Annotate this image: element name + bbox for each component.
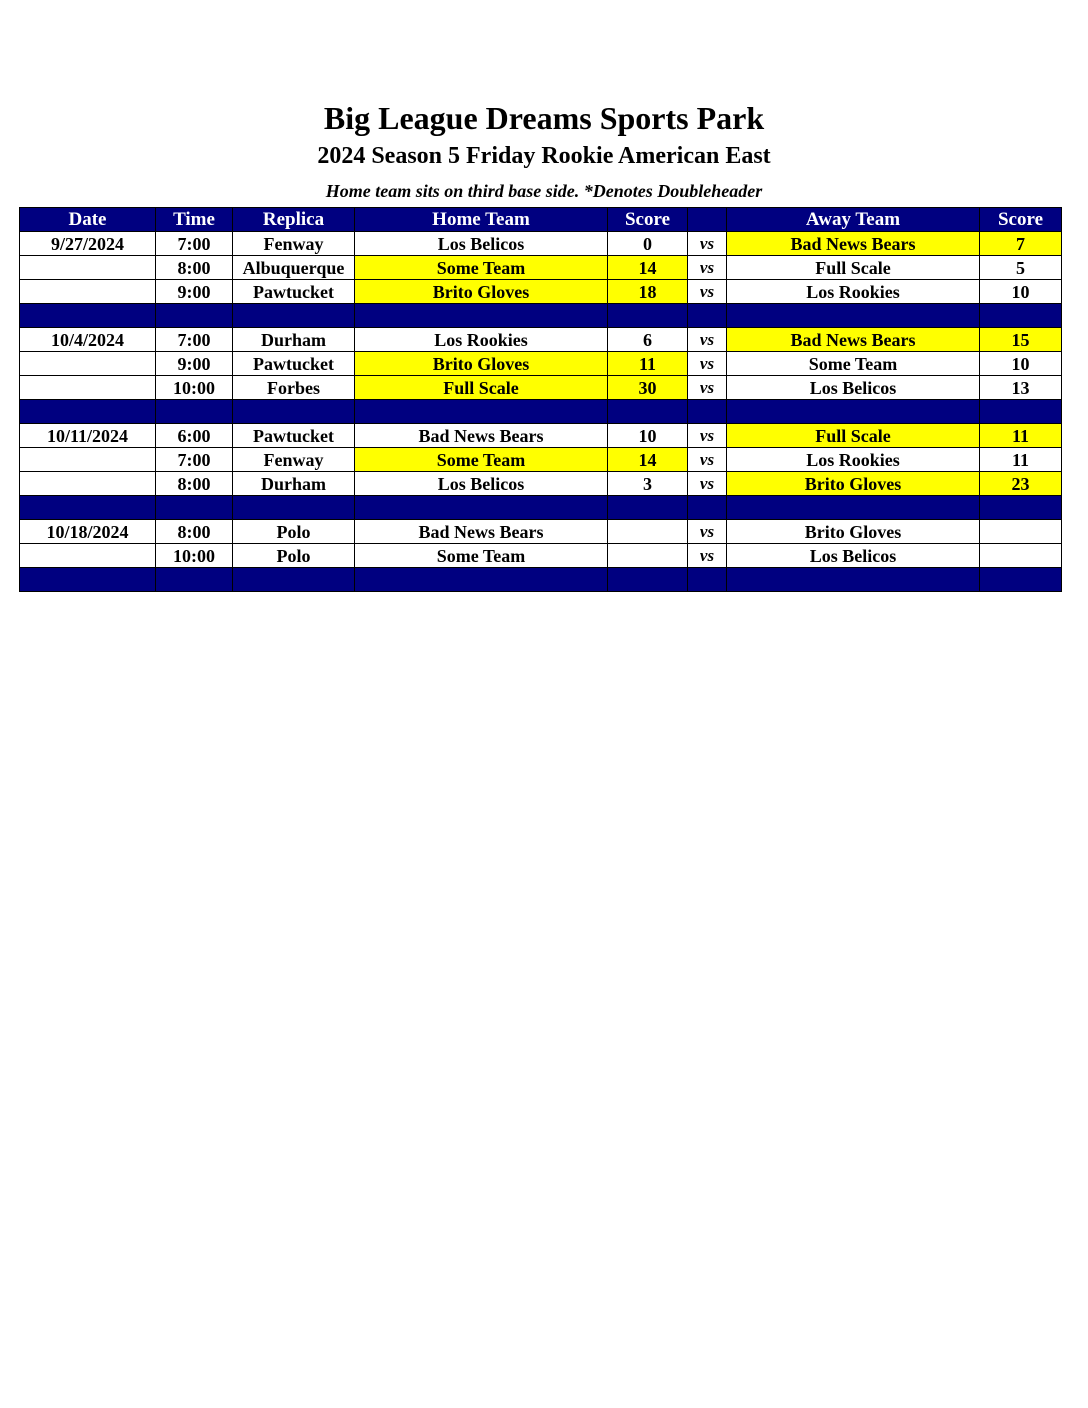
separator-cell [727,568,980,592]
away-team-cell: Brito Gloves [727,472,980,496]
table-row [20,544,1062,568]
col-header-date: Date [20,208,156,232]
separator-cell [688,496,727,520]
home-team-cell: Full Scale [355,376,608,400]
home-team-cell: Some Team [355,448,608,472]
separator-cell [727,304,980,328]
separator-cell [156,568,233,592]
separator-cell [688,568,727,592]
away-team-cell: Los Rookies [727,280,980,304]
separator-cell [980,496,1062,520]
home-score-cell: 3 [608,472,688,496]
table-row [20,280,1062,304]
separator-cell [156,400,233,424]
home-team-cell: Bad News Bears [355,520,608,544]
table-row [20,520,1062,544]
separator-cell [980,304,1062,328]
home-score-cell: 30 [608,376,688,400]
vs-cell: vs [688,352,727,376]
date-cell: 10/4/2024 [20,328,156,352]
col-header-away-team: Away Team [727,208,980,232]
table-row [20,232,1062,256]
away-score-cell: 7 [980,232,1062,256]
col-header-away-score: Score [980,208,1062,232]
home-team-cell: Some Team [355,544,608,568]
away-team-cell: Los Belicos [727,376,980,400]
date-cell: 10/11/2024 [20,424,156,448]
separator-cell [355,568,608,592]
schedule-body [20,232,1062,592]
time-cell: 8:00 [156,256,233,280]
away-score-cell [980,520,1062,544]
home-team-cell: Brito Gloves [355,280,608,304]
separator-cell [355,400,608,424]
date-cell: 10/18/2024 [20,520,156,544]
col-header-replica: Replica [233,208,355,232]
away-score-cell: 13 [980,376,1062,400]
replica-cell: Durham [233,328,355,352]
col-header-home-team: Home Team [355,208,608,232]
replica-cell: Pawtucket [233,424,355,448]
date-cell [20,256,156,280]
home-team-cell: Brito Gloves [355,352,608,376]
table-row [20,472,1062,496]
separator-cell [355,496,608,520]
vs-cell: vs [688,448,727,472]
separator-cell [608,400,688,424]
vs-cell: vs [688,280,727,304]
replica-cell: Polo [233,544,355,568]
separator-cell [608,304,688,328]
replica-cell: Durham [233,472,355,496]
vs-cell: vs [688,376,727,400]
replica-cell: Polo [233,520,355,544]
time-cell: 10:00 [156,376,233,400]
home-score-cell: 10 [608,424,688,448]
col-header-home-score: Score [608,208,688,232]
date-cell [20,376,156,400]
away-score-cell: 10 [980,352,1062,376]
separator-cell [20,568,156,592]
home-score-cell [608,544,688,568]
home-score-cell: 14 [608,448,688,472]
away-team-cell: Los Rookies [727,448,980,472]
schedule-table [19,207,1062,592]
home-team-cell: Los Belicos [355,472,608,496]
separator-cell [727,496,980,520]
date-cell [20,472,156,496]
time-cell: 10:00 [156,544,233,568]
separator-row [20,304,1062,328]
page-title: Big League Dreams Sports Park [323,100,765,136]
separator-cell [980,400,1062,424]
home-score-cell [608,520,688,544]
replica-cell: Pawtucket [233,352,355,376]
time-cell: 9:00 [156,352,233,376]
vs-cell: vs [688,472,727,496]
home-score-cell: 18 [608,280,688,304]
separator-cell [980,568,1062,592]
separator-cell [688,400,727,424]
date-cell [20,352,156,376]
vs-cell: vs [688,520,727,544]
separator-row [20,496,1062,520]
separator-cell [20,400,156,424]
col-header-vs [688,208,727,232]
table-row [20,448,1062,472]
replica-cell: Albuquerque [233,256,355,280]
separator-cell [688,304,727,328]
away-score-cell: 23 [980,472,1062,496]
away-team-cell: Some Team [727,352,980,376]
replica-cell: Pawtucket [233,280,355,304]
date-cell [20,280,156,304]
home-team-cell: Los Belicos [355,232,608,256]
home-team-cell: Los Rookies [355,328,608,352]
table-row [20,256,1062,280]
vs-cell: vs [688,544,727,568]
home-team-cell: Some Team [355,256,608,280]
away-team-cell: Full Scale [727,424,980,448]
schedule-note: Home team sits on third base side. *Denotes Doubleheader [325,181,763,201]
date-cell [20,448,156,472]
separator-cell [355,304,608,328]
col-header-time: Time [156,208,233,232]
home-score-cell: 6 [608,328,688,352]
time-cell: 8:00 [156,520,233,544]
away-team-cell: Bad News Bears [727,232,980,256]
separator-row [20,400,1062,424]
table-header-row [20,208,1062,232]
separator-cell [233,496,355,520]
separator-cell [20,304,156,328]
time-cell: 9:00 [156,280,233,304]
date-cell [20,544,156,568]
away-score-cell [980,544,1062,568]
home-team-cell: Bad News Bears [355,424,608,448]
home-score-cell: 14 [608,256,688,280]
time-cell: 7:00 [156,448,233,472]
date-cell: 9/27/2024 [20,232,156,256]
vs-cell: vs [688,256,727,280]
separator-row [20,568,1062,592]
separator-cell [233,400,355,424]
away-team-cell: Los Belicos [727,544,980,568]
away-score-cell: 11 [980,424,1062,448]
time-cell: 7:00 [156,328,233,352]
time-cell: 6:00 [156,424,233,448]
separator-cell [156,496,233,520]
away-team-cell: Brito Gloves [727,520,980,544]
vs-cell: vs [688,328,727,352]
separator-cell [233,568,355,592]
vs-cell: vs [688,424,727,448]
away-score-cell: 15 [980,328,1062,352]
separator-cell [20,496,156,520]
separator-cell [727,400,980,424]
separator-cell [156,304,233,328]
schedule-subtitle: 2024 Season 5 Friday Rookie American East [317,143,771,169]
table-row [20,376,1062,400]
away-score-cell: 11 [980,448,1062,472]
table-row [20,424,1062,448]
home-score-cell: 11 [608,352,688,376]
separator-cell [233,304,355,328]
away-score-cell: 10 [980,280,1062,304]
time-cell: 7:00 [156,232,233,256]
separator-cell [608,496,688,520]
replica-cell: Fenway [233,232,355,256]
away-team-cell: Bad News Bears [727,328,980,352]
away-team-cell: Full Scale [727,256,980,280]
table-row [20,328,1062,352]
vs-cell: vs [688,232,727,256]
replica-cell: Fenway [233,448,355,472]
time-cell: 8:00 [156,472,233,496]
away-score-cell: 5 [980,256,1062,280]
replica-cell: Forbes [233,376,355,400]
table-row [20,352,1062,376]
home-score-cell: 0 [608,232,688,256]
separator-cell [608,568,688,592]
